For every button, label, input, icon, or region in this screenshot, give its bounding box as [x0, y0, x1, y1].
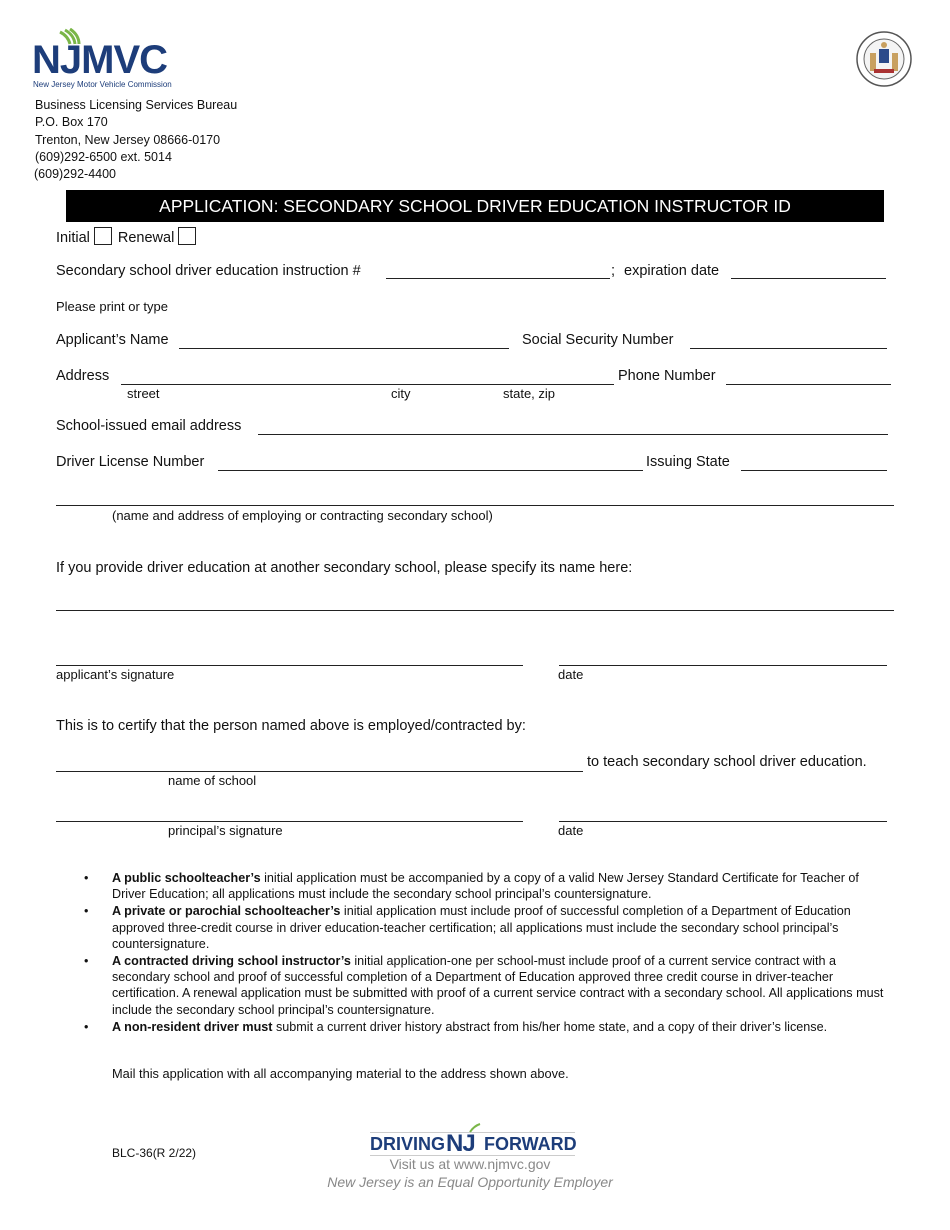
- address-line: Trenton, New Jersey 08666-0170: [35, 132, 221, 147]
- form-title-bar: [66, 190, 884, 222]
- bullet-text: initial application must be accompanied by a copy of a valid New Jersey Standard Certificate for Teacher of Driver Education; all applications must include the secondary school principal’s countersignature.: [112, 871, 859, 902]
- school-name-hint: name of school: [168, 773, 257, 788]
- bullet-text: initial application-one per school-must include proof of a current service contract with a secondary school and proof of successful completion of a Department of Education approved three credit course in driver-teacher certification. A renewal application must be submitted with proof of a current service contract with a secondary school. All applications must include the secondary school principal’s countersignature.: [112, 954, 884, 1017]
- street-hint: street: [127, 386, 160, 401]
- bullet-heading: A contracted driving school instructor’s: [112, 954, 351, 969]
- applicant-signature-label: applicant’s signature: [56, 667, 175, 682]
- applicant-name-field[interactable]: [179, 348, 509, 349]
- application-type: [56, 227, 196, 246]
- print-note: Please print or type: [56, 299, 169, 314]
- bullet-heading: A non-resident driver must: [112, 1019, 273, 1034]
- form-code: BLC-36(R 2/22): [112, 1146, 197, 1160]
- instruction-number-field[interactable]: [386, 278, 610, 279]
- address-line: (609)292-4400: [34, 167, 117, 182]
- principal-date-label: date: [558, 823, 584, 838]
- list-item: • A non-resident driver must submit a current driver history abstract from his/her home state, and a copy of their driver’s license.: [84, 1019, 828, 1034]
- bullet-heading: A private or parochial schoolteacher’s: [112, 904, 341, 919]
- expiration-label: expiration date: [624, 263, 720, 279]
- expiration-date-field[interactable]: [731, 278, 886, 279]
- bureau-address: [35, 97, 237, 183]
- requirements-list: [84, 870, 884, 1036]
- applicant-signature-field[interactable]: [56, 665, 523, 666]
- ssn-label: Social Security Number: [522, 332, 674, 348]
- employer-hint: (name and address of employing or contracting secondary school): [112, 508, 493, 523]
- license-label: Driver License Number: [56, 454, 205, 470]
- bullet-heading: A public schoolteacher’s: [112, 871, 261, 885]
- email-label: School-issued email address: [56, 418, 242, 434]
- list-item: • A public schoolteacher’s initial application must be accompanied by a copy of a valid New Jersey Standard Certificate for Teacher of Driver Education; all applications must include the secondary school principal’s countersignature.: [84, 871, 859, 902]
- nj-state-seal: [856, 31, 912, 87]
- mail-note: Mail this application with all accompanying material to the address shown above.: [112, 1066, 569, 1081]
- principal-signature-label: principal’s signature: [168, 823, 283, 838]
- bullet-text: initial application must include proof of successful completion of a Department of Education approved three-credit course in driver education-teacher certification; all applications must include the secondary school principal’s countersignature.: [112, 904, 851, 951]
- website-note: Visit us at www.njmvc.gov: [389, 1156, 551, 1172]
- issuing-state-label: Issuing State: [646, 454, 730, 470]
- employer-field[interactable]: [56, 505, 894, 506]
- slogan-right: FORWARD: [484, 1134, 577, 1154]
- initial-checkbox[interactable]: [94, 227, 112, 245]
- other-school-prompt: If you provide driver education at another secondary school, please specify its name here:: [56, 560, 633, 576]
- njmvc-logo: [32, 28, 182, 92]
- list-item: • A private or parochial schoolteacher’s initial application must include proof of successful completion of a Department of Education approved three-credit course in driver education-teacher certification; all applications must include the secondary school principal’s countersignature.: [84, 904, 851, 951]
- logo-text: NJMVC: [32, 38, 168, 82]
- principal-date-field[interactable]: [559, 821, 887, 822]
- bullet-text: submit a current driver history abstract from his/her home state, and a copy of their driver’s license.: [272, 1019, 828, 1034]
- state-zip-hint: state, zip: [503, 386, 556, 401]
- applicant-date-label: date: [558, 667, 584, 682]
- address-label: Address: [56, 368, 110, 384]
- applicant-date-field[interactable]: [559, 665, 887, 666]
- slogan-nj-mark: NJ: [446, 1130, 475, 1157]
- license-field[interactable]: [218, 470, 643, 471]
- city-hint: city: [391, 386, 411, 401]
- initial-label: Initial: [56, 230, 90, 246]
- phone-label: Phone Number: [618, 368, 716, 384]
- renewal-checkbox[interactable]: [178, 227, 196, 245]
- ssn-field[interactable]: [690, 348, 887, 349]
- equal-opportunity-note: New Jersey is an Equal Opportunity Employer: [327, 1174, 613, 1190]
- renewal-label: Renewal: [117, 230, 175, 246]
- applicant-name-label: Applicant’s Name: [56, 332, 169, 348]
- address-line: (609)292-6500 ext. 5014: [35, 149, 172, 164]
- principal-signature-field[interactable]: [56, 821, 523, 822]
- certify-text: This is to certify that the person named above is employed/contracted by:: [56, 718, 526, 734]
- form-title: APPLICATION: SECONDARY SCHOOL DRIVER EDUCATION INSTRUCTOR ID: [159, 196, 791, 216]
- phone-field[interactable]: [726, 384, 891, 385]
- teach-suffix: to teach secondary school driver education.: [587, 754, 867, 770]
- other-school-field[interactable]: [56, 610, 894, 611]
- issuing-state-field[interactable]: [741, 470, 887, 471]
- logo-subtitle: New Jersey Motor Vehicle Commission: [33, 80, 172, 89]
- school-name-field[interactable]: [56, 771, 583, 772]
- address-line: Business Licensing Services Bureau: [35, 98, 238, 112]
- list-item: • A contracted driving school instructor’s initial application-one per school-must include proof of a current service contract with a secondary school and proof of successful completion of a Department of Education approved three credit course in driver-teacher certification. A renewal application must be submitted with proof of a current service contract with a secondary school. All applications must include the secondary school principal’s countersignature.: [84, 954, 884, 1017]
- instruction-number-label: Secondary school driver education instruction #: [56, 263, 361, 279]
- address-field[interactable]: [121, 384, 614, 385]
- driving-forward-logo: [370, 1122, 575, 1158]
- separator-semicolon: ;: [611, 263, 616, 279]
- slogan-left: DRIVING: [370, 1134, 446, 1154]
- address-line: P.O. Box 170: [35, 115, 108, 130]
- email-field[interactable]: [258, 434, 888, 435]
